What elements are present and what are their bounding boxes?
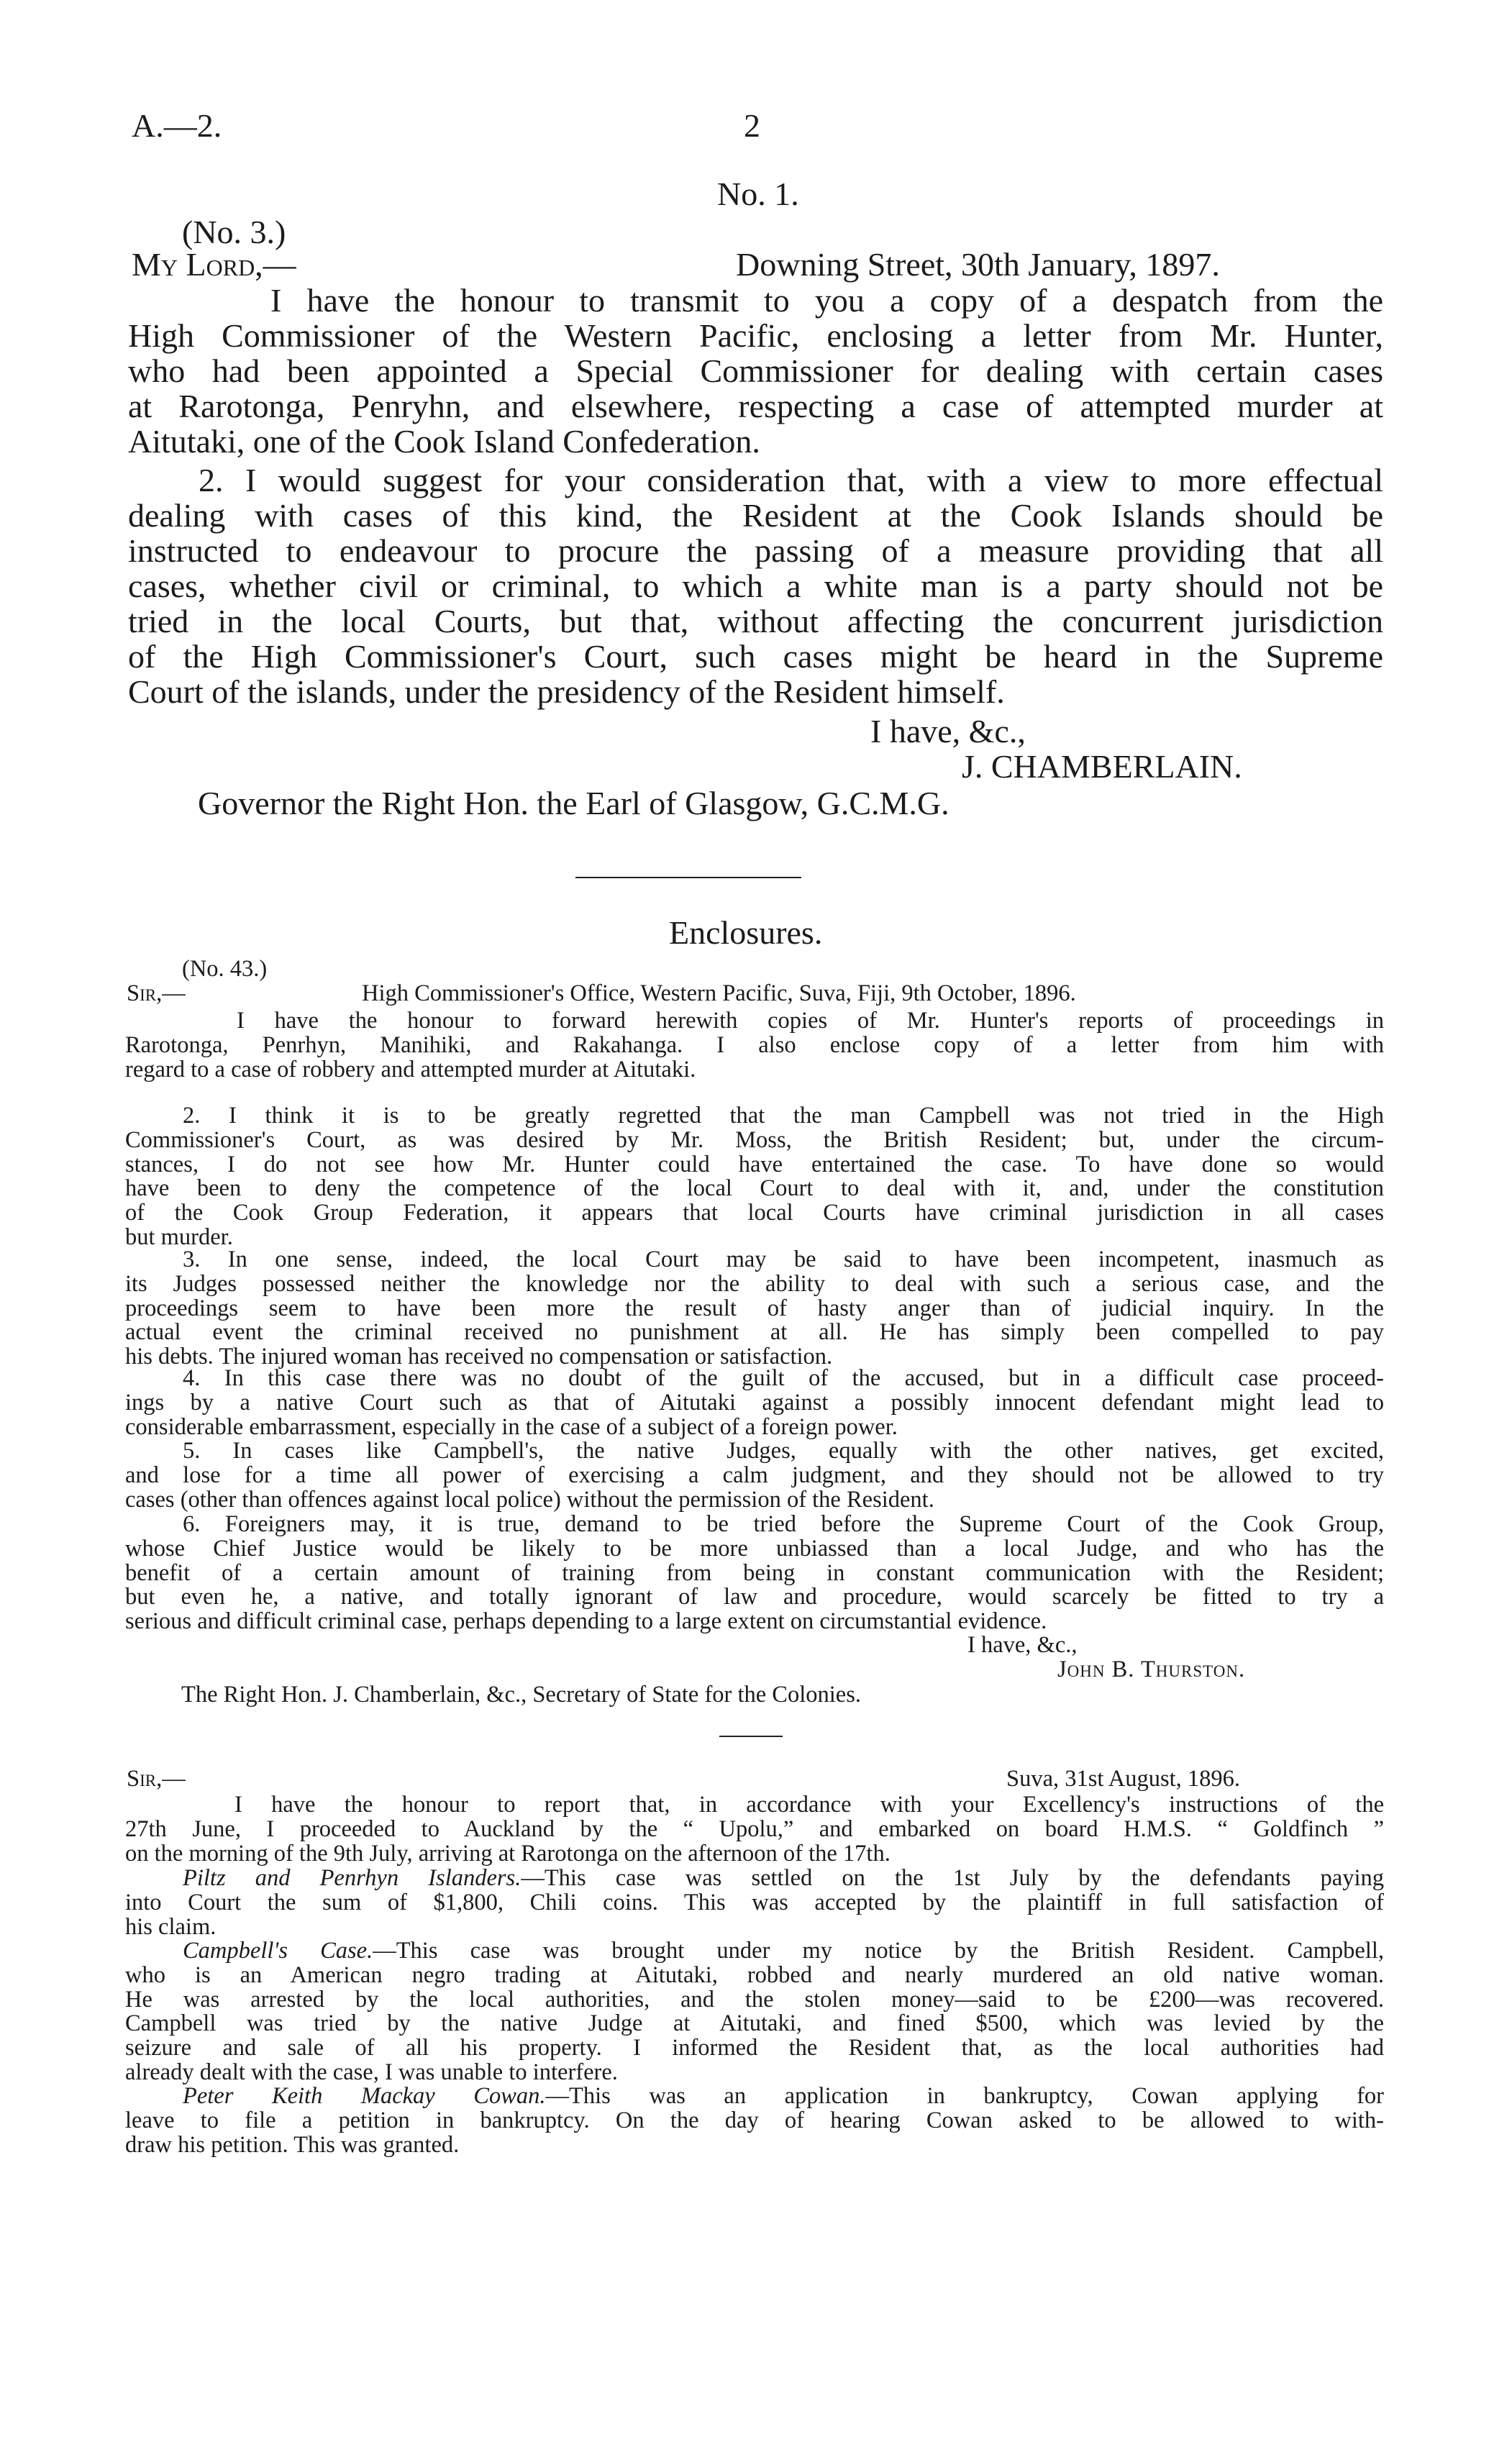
text-line: leave to file a petition in bankruptcy. On the day of hearing Cowan asked to be allowed to with- bbox=[125, 2107, 1384, 2133]
text-line: its Judges possessed neither the knowledge nor the ability to deal with such a serious case, and the bbox=[125, 1270, 1384, 1297]
salutation: Sir,— bbox=[127, 980, 186, 1006]
text-line: proceedings seem to have been more the result of hasty anger than of judicial inquiry. In the bbox=[125, 1295, 1384, 1321]
section-title: Campbell's Case. bbox=[183, 1938, 373, 1964]
section-title: Piltz and Penrhyn Islanders. bbox=[183, 1865, 522, 1891]
text-line: Court of the islands, under the presidency of the Resident himself. bbox=[128, 673, 1005, 710]
section-text: —This case was brought under my notice by the British Resident. Campbell, bbox=[373, 1938, 1385, 1964]
report-section-piltz bbox=[125, 1867, 1384, 1939]
signature: J. CHAMBERLAIN. bbox=[962, 748, 1242, 785]
text-line: of the High Commissioner's Court, such cases might be heard in the Supreme bbox=[128, 638, 1383, 675]
text-line: of the Cook Group Federation, it appears that local Courts have criminal jurisdiction in all cases bbox=[125, 1200, 1384, 1226]
place-date: High Commissioner's Office, Western Pacific, Suva, Fiji, 9th October, 1896. bbox=[362, 980, 1076, 1006]
letter-divider bbox=[719, 1736, 783, 1737]
text-line: serious and difficult criminal case, perhaps depending to a large extent on circumstantial evidence. bbox=[125, 1608, 1047, 1635]
section-text: —This was an application in bankruptcy, Cowan applying for bbox=[545, 2083, 1384, 2109]
text-line: but even he, a native, and totally ignorant of law and procedure, would scarcely be fitted to try a bbox=[125, 1584, 1384, 1610]
enclosure-paragraph-5 bbox=[125, 1439, 1384, 1512]
addressee: The Right Hon. J. Chamberlain, &c., Secretary of State for the Colonies. bbox=[181, 1682, 861, 1708]
text-line bbox=[125, 1867, 1384, 1891]
text-line: He was arrested by the local authorities, and the stolen money—said to be £200—was recovered. bbox=[125, 1986, 1384, 2013]
letter-title: No. 1. bbox=[717, 176, 799, 212]
text-line: I have the honour to transmit to you a copy of a despatch from the bbox=[270, 282, 1383, 319]
text-line bbox=[125, 1939, 1384, 1964]
text-line: draw his petition. This was granted. bbox=[125, 2131, 460, 2158]
text-line: who had been appointed a Special Commissioner for dealing with certain cases bbox=[128, 352, 1383, 389]
text-line: 5. In cases like Campbell's, the native Judges, equally with the other natives, get excited, bbox=[183, 1438, 1384, 1464]
enclosure-paragraph-3 bbox=[125, 1248, 1384, 1370]
text-line: considerable embarrassment, especially in the case of a subject of a foreign power. bbox=[125, 1413, 898, 1440]
text-line: actual event the criminal received no punishment at all. He has simply been compelled to pay bbox=[125, 1319, 1384, 1346]
text-line: into Court the sum of $1,800, Chili coins. This was accepted by the plaintiff in full satisfaction of bbox=[125, 1889, 1384, 1915]
paragraph-2 bbox=[128, 462, 1383, 709]
text-line: tried in the local Courts, but that, without affecting the concurrent jurisdiction bbox=[128, 603, 1383, 639]
text-line: instructed to endeavour to procure the passing of a measure providing that all bbox=[128, 532, 1383, 569]
text-line: benefit of a certain amount of training from being in constant communication with the Resident; bbox=[125, 1559, 1384, 1586]
letter-number: (No. 43.) bbox=[182, 956, 268, 982]
enclosures-heading: Enclosures. bbox=[669, 914, 823, 951]
text-line: I have the honour to forward herewith copies of Mr. Hunter's reports of proceedings in bbox=[237, 1008, 1384, 1034]
text-line: ings by a native Court such as that of Aitutaki against a possibly innocent defendant might lead to bbox=[125, 1389, 1384, 1416]
text-line: his debts. The injured woman has received no compensation or satisfaction. bbox=[125, 1344, 833, 1370]
text-line: have been to deny the competence of the local Court to deal with it, and, under the constitution bbox=[125, 1175, 1384, 1202]
text-line: already dealt with the case, I was unable to interfere. bbox=[125, 2059, 618, 2085]
salutation: Sir,— bbox=[127, 1766, 186, 1792]
text-line: stances, I do not see how Mr. Hunter could have entertained the case. To have done so would bbox=[125, 1151, 1384, 1177]
text-line: whose Chief Justice would be likely to be more unbiassed than a local Judge, and who has the bbox=[125, 1535, 1384, 1562]
text-line: regard to a case of robbery and attempted murder at Aitutaki. bbox=[125, 1056, 696, 1083]
text-line: Commissioner's Court, as was desired by Mr. Moss, the British Resident; but, under the circum- bbox=[125, 1126, 1384, 1153]
page-number: 2 bbox=[744, 107, 760, 144]
section-divider bbox=[575, 877, 801, 878]
report-section-cowan bbox=[125, 2084, 1384, 2157]
text-line: at Rarotonga, Penryhn, and elsewhere, respecting a case of attempted murder at bbox=[128, 388, 1383, 424]
letter-number: (No. 3.) bbox=[182, 214, 286, 250]
text-line: 27th June, I proceeded to Auckland by the “ Upolu,” and embarked on board H.M.S. “ Goldfinch ” bbox=[125, 1815, 1384, 1842]
report-section-campbell bbox=[125, 1939, 1384, 2085]
closing: I have, &c., bbox=[967, 1632, 1078, 1658]
text-line: cases, whether civil or criminal, to which a white man is a party should not be bbox=[128, 568, 1383, 604]
text-line: 3. In one sense, indeed, the local Court may be said to have been incompetent, inasmuch as bbox=[183, 1247, 1384, 1272]
text-line: Aitutaki, one of the Cook Island Confederation. bbox=[128, 423, 760, 460]
paragraph-1 bbox=[128, 283, 1383, 459]
text-line: and lose for a time all power of exercising a calm judgment, and they should not be allowed to try bbox=[125, 1462, 1384, 1488]
document-reference: A.—2. bbox=[132, 107, 222, 144]
text-line: I have the honour to report that, in accordance with your Excellency's instructions of the bbox=[234, 1792, 1384, 1818]
text-line: but murder. bbox=[125, 1224, 233, 1250]
addressee: Governor the Right Hon. the Earl of Glasgow, G.C.M.G. bbox=[198, 785, 949, 821]
report-intro bbox=[125, 1793, 1384, 1866]
text-line: High Commissioner of the Western Pacific, enclosing a letter from Mr. Hunter, bbox=[128, 317, 1383, 354]
text-line: 6. Foreigners may, it is true, demand to be tried before the Supreme Court of the Cook Group, bbox=[183, 1511, 1384, 1537]
salutation: My Lord,— bbox=[132, 246, 296, 283]
text-line: on the morning of the 9th July, arriving at Rarotonga on the afternoon of the 17th. bbox=[125, 1840, 891, 1867]
text-line: 2. I would suggest for your consideration that, with a view to more effectual bbox=[199, 462, 1383, 498]
enclosure-paragraph-6 bbox=[125, 1513, 1384, 1634]
text-line: who is an American negro trading at Aitutaki, robbed and nearly murdered an old native woman. bbox=[125, 1961, 1384, 1988]
text-line: Campbell was tried by the native Judge at Aitutaki, and fined $500, which was levied by the bbox=[125, 2010, 1384, 2037]
text-line: seizure and sale of all his property. I informed the Resident that, as the local authorities had bbox=[125, 2035, 1384, 2061]
text-line: 2. I think it is to be greatly regretted that the man Campbell was not tried in the High bbox=[183, 1103, 1384, 1129]
closing: I have, &c., bbox=[870, 713, 1026, 749]
text-line: cases (other than offences against local police) without the permission of the Resident. bbox=[125, 1486, 934, 1513]
enclosure-paragraph-4 bbox=[125, 1367, 1384, 1439]
text-line: Rarotonga, Penrhyn, Manihiki, and Rakahanga. I also enclose copy of a letter from him with bbox=[125, 1031, 1384, 1058]
place-date: Downing Street, 30th January, 1897. bbox=[736, 246, 1220, 283]
enclosure-paragraph-2 bbox=[125, 1104, 1384, 1250]
signature: John B. Thurston. bbox=[1057, 1657, 1246, 1682]
text-line: 4. In this case there was no doubt of the guilt of the accused, but in a difficult case proceed- bbox=[183, 1365, 1384, 1391]
enclosure-paragraph-1 bbox=[125, 1009, 1384, 1082]
place-date: Suva, 31st August, 1896. bbox=[1006, 1766, 1241, 1792]
text-line bbox=[125, 2084, 1384, 2109]
text-line: dealing with cases of this kind, the Resident at the Cook Islands should be bbox=[128, 497, 1383, 534]
text-line: his claim. bbox=[125, 1913, 217, 1940]
section-text: —This case was settled on the 1st July by the defendants paying bbox=[521, 1865, 1385, 1891]
section-title: Peter Keith Mackay Cowan. bbox=[183, 2083, 546, 2109]
